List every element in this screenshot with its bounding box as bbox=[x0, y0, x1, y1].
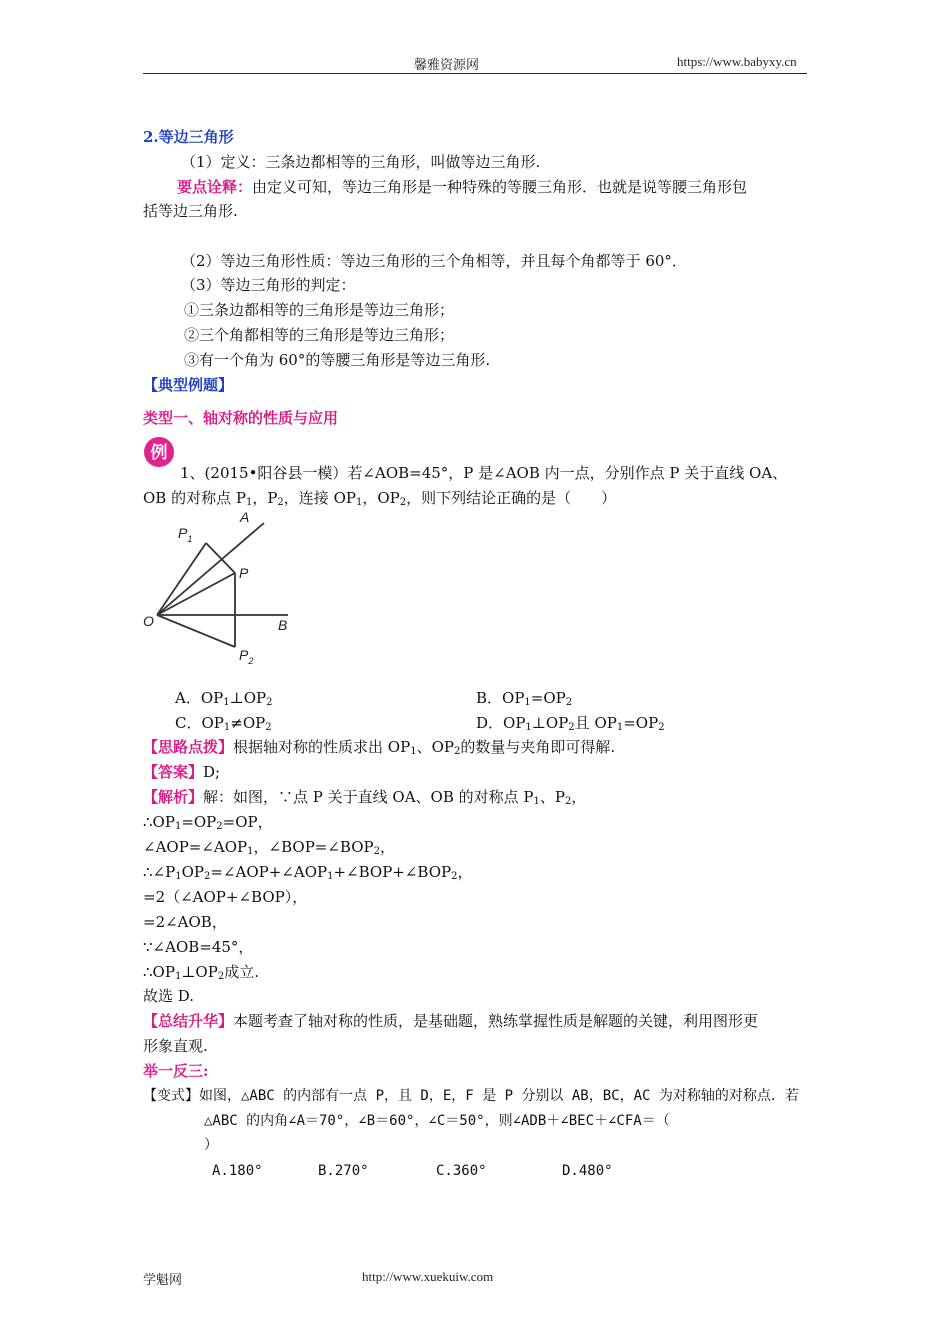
practice-heading: 举一反三: bbox=[143, 1062, 209, 1080]
option-a: A．$OP_1\perp OP_2$ bbox=[175, 689, 273, 708]
analysis-line-8: $\therefore OP_1\perp OP_2$成立. bbox=[143, 963, 259, 982]
variant-option-b: B.270° bbox=[318, 1163, 369, 1179]
analysis-line-9: 故选 D. bbox=[143, 987, 195, 1005]
variant-option-d: D.480° bbox=[562, 1163, 613, 1179]
header-url[interactable]: https://www.babyxy.cn bbox=[677, 54, 797, 69]
judgement-item-2: ②三个角都相等的三角形是等边三角形； bbox=[184, 326, 455, 344]
analysis-line-2: $\therefore OP_1=OP_2=OP$， bbox=[143, 813, 273, 832]
segment-op bbox=[157, 573, 235, 615]
label-b: B bbox=[278, 617, 288, 633]
example-badge-icon bbox=[143, 436, 175, 468]
judgement-item-1: ①三条边都相等的三角形是等边三角形； bbox=[184, 301, 455, 319]
problem-line-2: OB 的对称点 $P_1$，$P_2$，连接 $OP_1$，$OP_2$，则下列结论正确的是（ ） bbox=[143, 489, 617, 508]
variant-option-c: C.360° bbox=[436, 1163, 487, 1179]
key-point-label: 要点诠释： bbox=[177, 178, 253, 196]
option-c: C．$OP_1\ne OP_2$ bbox=[175, 714, 272, 733]
answer-label: 【答案】 bbox=[143, 763, 204, 781]
answer-text: D; bbox=[203, 763, 221, 781]
judgement-text: （3）等边三角形的判定： bbox=[181, 276, 356, 294]
header-rule bbox=[143, 73, 807, 74]
variant-line-2: △ABC 的内角∠A＝70°，∠B＝60°，∠C＝50°，则∠ADB＋∠BEC＋∠CFA＝（ bbox=[204, 1113, 670, 1129]
variant-option-a: A.180° bbox=[212, 1163, 263, 1179]
analysis-line-5: =2（∠AOP+∠BOP）， bbox=[143, 888, 308, 906]
analysis-line-7: ∵∠AOB=45°， bbox=[143, 938, 254, 956]
analysis-label: 【解析】 bbox=[143, 788, 204, 806]
definition-text: （1）定义：三条边都相等的三角形，叫做等边三角形. bbox=[181, 153, 541, 171]
label-o: O bbox=[143, 613, 154, 629]
segment-op2 bbox=[157, 615, 235, 647]
variant-label: 【变式】 bbox=[143, 1088, 199, 1104]
variant-line-1: 【变式】如图，△ABC 的内部有一点 P，且 D，E，F 是 P 分别以 AB，BC，AC 为对称轴的对称点．若 bbox=[143, 1088, 799, 1104]
footer-url[interactable]: http://www.xuekuiw.com bbox=[362, 1269, 494, 1284]
label-p1: $P_1$ bbox=[178, 525, 193, 544]
analysis-line-3: $\angle AOP=\angle AOP_1$，$\angle BOP=\angle BOP_2$， bbox=[143, 838, 396, 857]
key-point-text-1: 由定义可知，等边三角形是一种特殊的等腰三角形．也就是说等腰三角形包 bbox=[252, 178, 748, 196]
analysis-line-1: 【解析】解：如图，∵点 P 关于直线 OA、OB 的对称点 $P_1$、$P_2$， bbox=[143, 788, 587, 807]
analysis-line-4: $\therefore\angle P_1OP_2=\angle AOP+\angle AOP_1+\angle BOP+\angle BOP_2$， bbox=[143, 863, 473, 882]
summary-line-2: 形象直观. bbox=[143, 1037, 208, 1055]
summary-line-1: 【总结升华】本题考查了轴对称的性质，是基础题，熟练掌握性质是解题的关键，利用图形更 bbox=[143, 1012, 759, 1030]
section-title: 2.等边三角形 bbox=[143, 128, 234, 146]
option-b: B．$OP_1=OP_2$ bbox=[476, 689, 573, 708]
key-point-text-2: 括等边三角形. bbox=[143, 202, 238, 220]
header-site-name: 馨雅资源网 bbox=[414, 57, 480, 72]
hint-label: 【思路点拨】 bbox=[143, 738, 234, 756]
property-text: （2）等边三角形性质：等边三角形的三个角相等，并且每个角都等于 60°． bbox=[181, 252, 687, 270]
hint-line: 【思路点拨】根据轴对称的性质求出 $OP_1$、$OP_2$的数量与夹角即可得解. bbox=[143, 738, 616, 757]
analysis-line-6: =2∠AOB， bbox=[143, 913, 227, 931]
geometry-figure bbox=[140, 510, 300, 670]
variant-line-3: ） bbox=[204, 1137, 218, 1153]
label-p2: $P_2$ bbox=[239, 647, 254, 666]
badge-char: 例 bbox=[150, 443, 168, 463]
answer-line bbox=[143, 761, 220, 783]
label-a: A bbox=[240, 510, 250, 525]
examples-heading: 【典型例题】 bbox=[143, 376, 234, 394]
option-d: D．$OP_1\perp OP_2$且 $OP_1=OP_2$ bbox=[476, 714, 665, 733]
problem-line-1: 1、(2015•阳谷县一模）若∠AOB=45°，P 是∠AOB 内一点，分别作点 P 关于直线 OA、 bbox=[180, 464, 788, 482]
footer-site-name: 学魁网 bbox=[143, 1272, 183, 1287]
key-point-line-1 bbox=[177, 176, 747, 198]
summary-label: 【总结升华】 bbox=[143, 1012, 234, 1030]
type1-heading: 类型一、轴对称的性质与应用 bbox=[143, 409, 339, 427]
judgement-item-3: ③有一个角为 60°的等腰三角形是等边三角形. bbox=[184, 351, 491, 369]
label-p: P bbox=[239, 565, 249, 581]
